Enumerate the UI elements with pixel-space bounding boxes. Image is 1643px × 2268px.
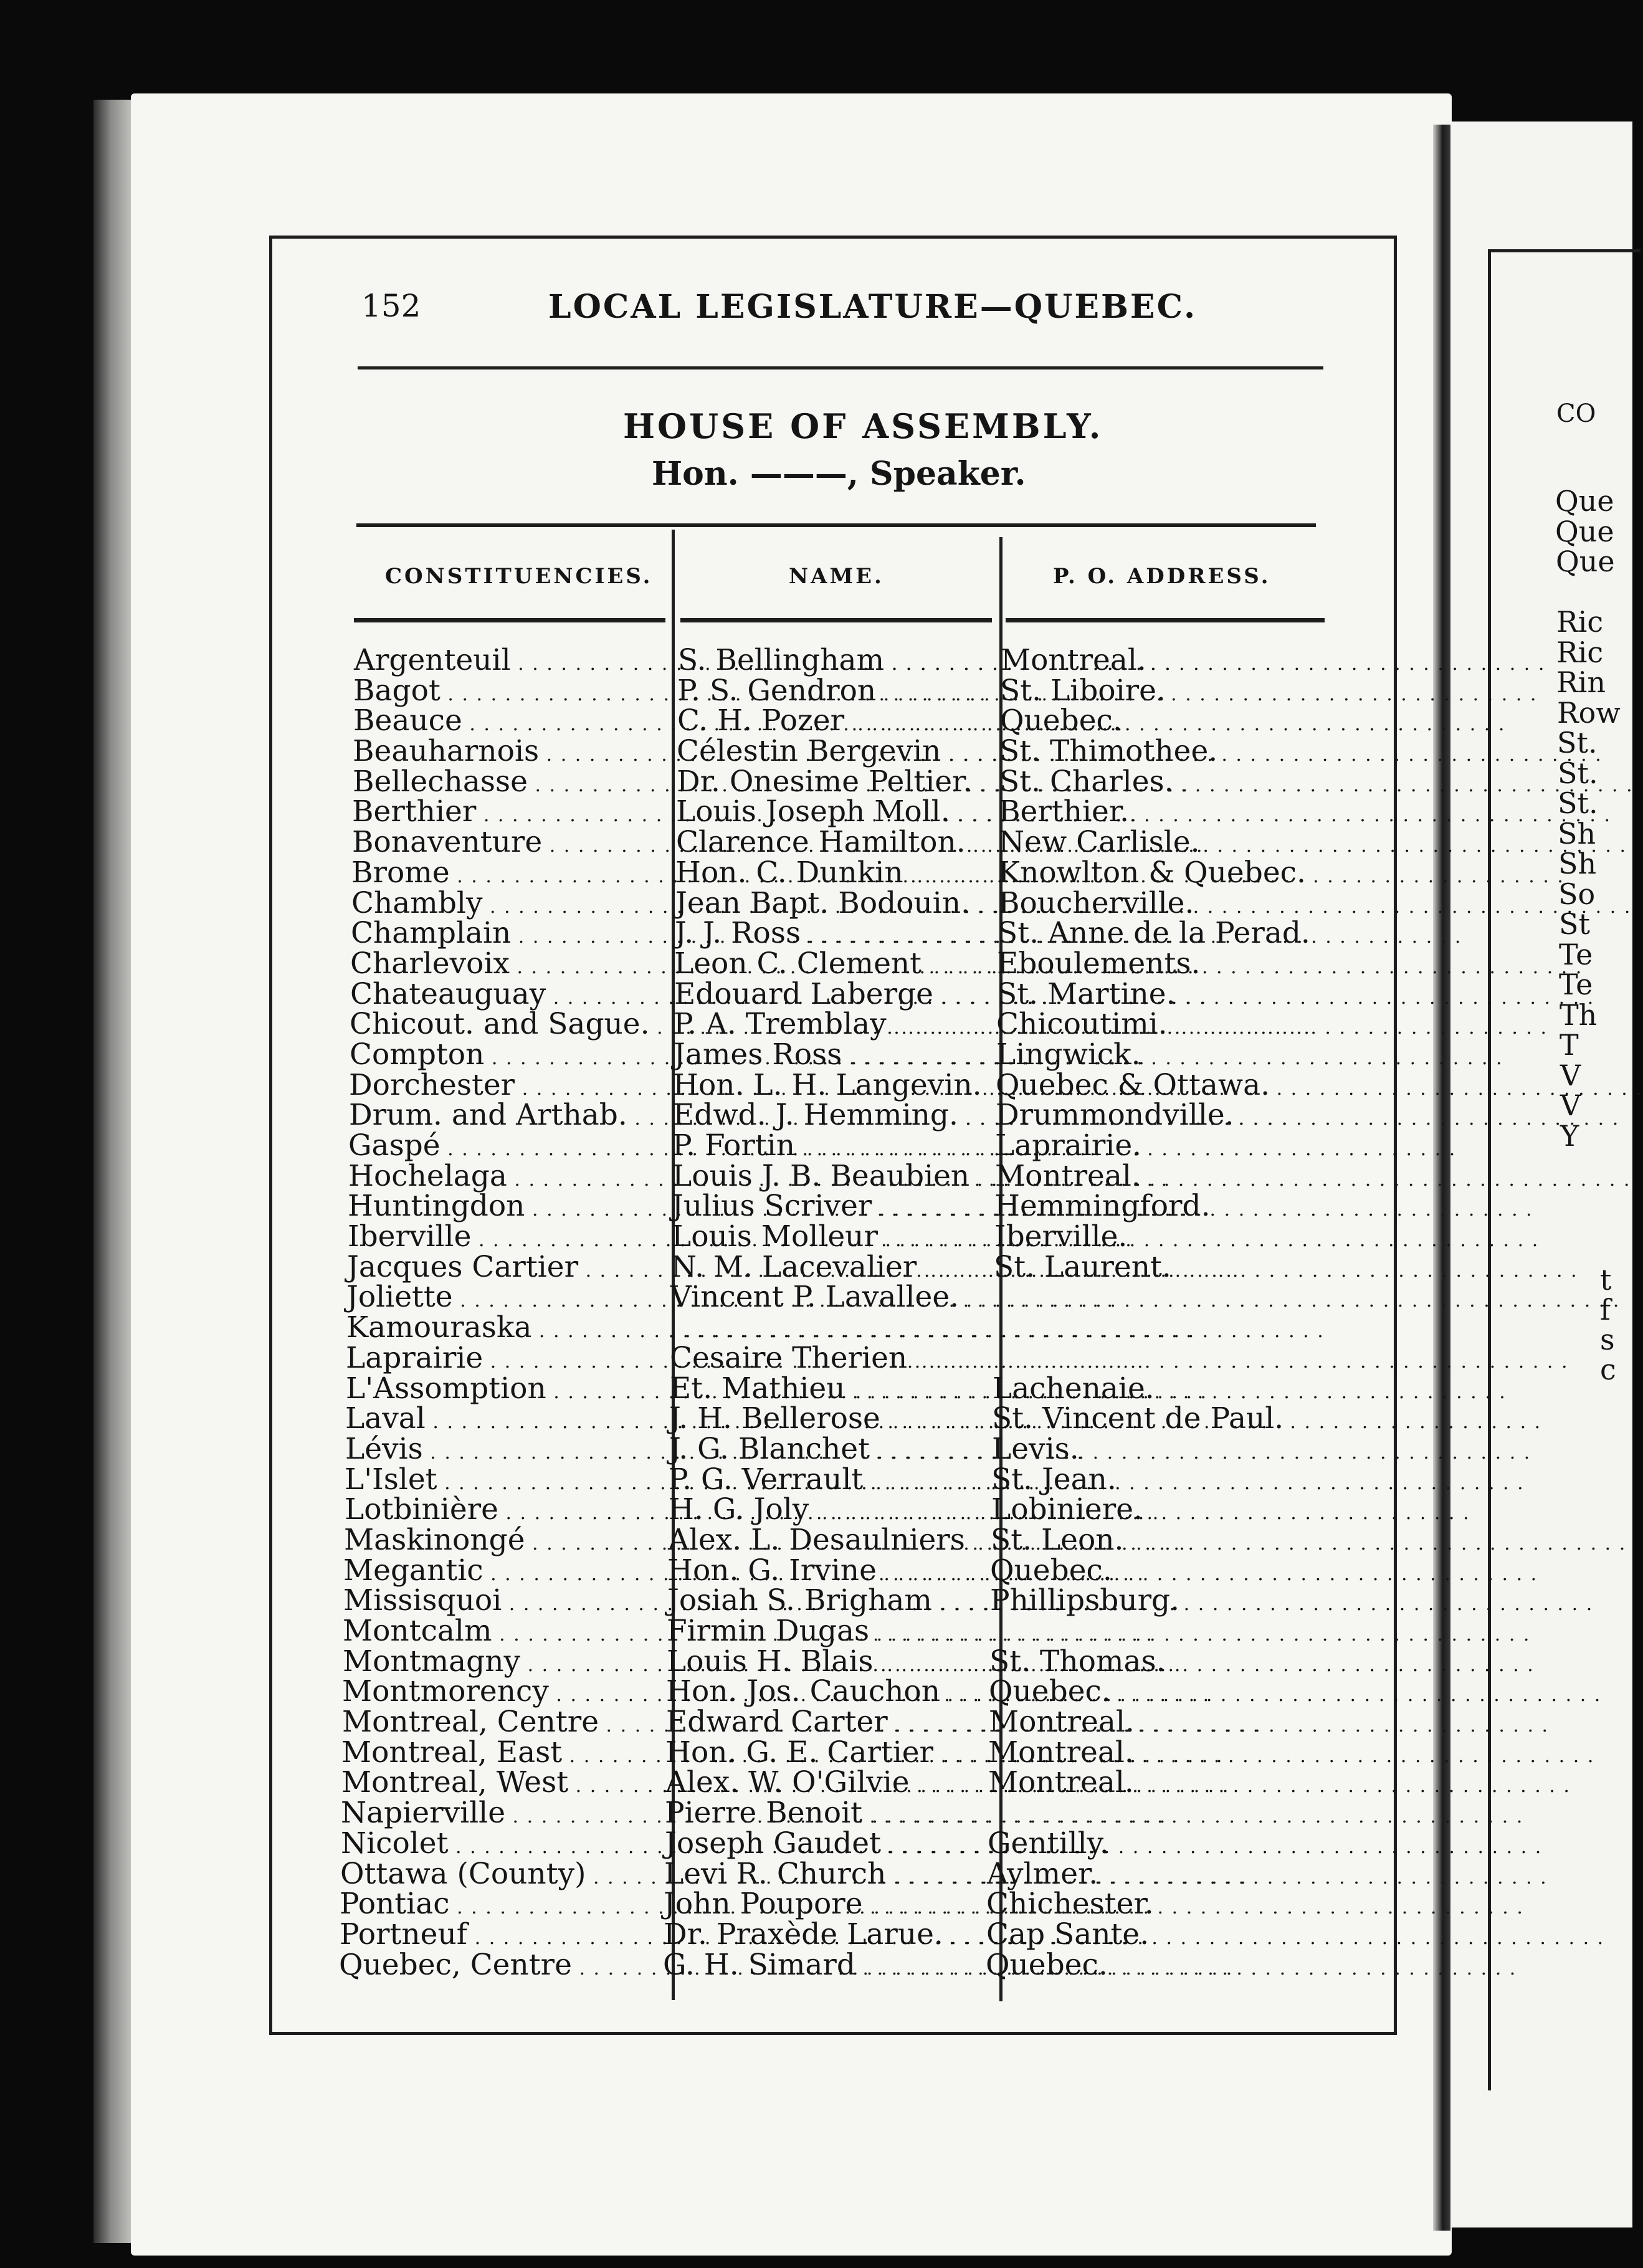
address-cell: St. Laurent. xyxy=(994,1249,1171,1284)
facing-side-letter: s xyxy=(1600,1323,1615,1356)
column-rule xyxy=(354,618,665,622)
constituency-cell: Jacques Cartier . . . xyxy=(347,1252,677,1286)
constituency-cell: Lotbinière . . . xyxy=(345,1495,675,1528)
table-row xyxy=(311,1798,1320,1829)
name-cell: Leon C. Clement . . . xyxy=(674,949,998,983)
constituency-cell: Montreal, Centre . . . xyxy=(342,1707,672,1741)
table-row xyxy=(318,1191,1327,1222)
address-cell: Montreal. xyxy=(1001,643,1146,677)
constituency-cell: Montreal, East . . . xyxy=(341,1738,672,1771)
constituency-cell: Huntingdon . . . xyxy=(348,1191,678,1225)
page-number: 152 xyxy=(361,288,421,324)
name-cell: Cesaire Therien . . . xyxy=(670,1343,994,1377)
address-cell: Levis. xyxy=(992,1431,1079,1466)
name-cell: Firmin Dugas . . . xyxy=(667,1616,991,1650)
constituency-cell: Ottawa (County) . . . xyxy=(340,1859,670,1893)
constituency-cell: Maskinongé . . . xyxy=(344,1525,674,1559)
address-cell: Gentilly. xyxy=(988,1826,1109,1861)
table-row xyxy=(315,1401,1325,1436)
address-cell: Aylmer. xyxy=(987,1856,1098,1891)
address-cell: St. Jean. xyxy=(991,1462,1117,1497)
members-table xyxy=(324,643,1333,1982)
facing-line: Sh xyxy=(1558,816,1596,850)
address-cell: Phillipsburg. xyxy=(990,1583,1180,1618)
name-cell: G. H. Simard . . . xyxy=(663,1950,987,1984)
name-cell: Alex. W. O'Gilvie . . . xyxy=(665,1768,989,1801)
table-row xyxy=(320,976,1330,1011)
table-row xyxy=(316,1371,1325,1406)
address-cell: Iberville. xyxy=(994,1219,1128,1254)
facing-side-letter: f xyxy=(1600,1293,1611,1327)
column-header-address: P. O. ADDRESS. xyxy=(1053,564,1271,589)
name-cell: Hon. L. H. Langevin. . . . xyxy=(673,1070,997,1104)
name-cell: J. H. Bellerose . . . xyxy=(669,1404,993,1437)
name-cell: J. J. Ross . . . xyxy=(675,918,999,952)
column-header-name: NAME. xyxy=(789,564,884,589)
facing-line: Sh xyxy=(1558,847,1597,880)
facing-side-letter: c xyxy=(1600,1353,1616,1386)
address-cell: Quebec. xyxy=(989,1674,1111,1709)
address-cell: Lingwick. xyxy=(996,1037,1141,1072)
facing-line: Te xyxy=(1559,937,1593,971)
address-cell: Cap Sante. xyxy=(986,1917,1150,1951)
column-header-constituencies: CONSTITUENCIES. xyxy=(385,564,653,589)
name-cell: Hon. Jos. Cauchon . . . xyxy=(666,1677,990,1710)
name-cell: N. M. Lacevalier . . . xyxy=(671,1252,995,1286)
header-rule xyxy=(358,366,1323,369)
constituency-cell: L'Islet . . . xyxy=(345,1465,675,1498)
name-cell: James Ross . . . xyxy=(674,1040,998,1074)
constituency-cell: Montmagny . . . xyxy=(343,1647,673,1680)
title-rule xyxy=(356,523,1316,527)
table-row xyxy=(312,1735,1321,1770)
name-cell: Hon. G. E. Cartier . . . xyxy=(665,1738,989,1771)
name-cell: Edward Carter . . . xyxy=(666,1707,990,1741)
address-cell: Chicoutimi. xyxy=(996,1007,1168,1042)
table-row xyxy=(309,1947,1318,1982)
constituency-cell: Montreal, West . . . xyxy=(341,1768,672,1801)
name-cell: Louis Molleur . . . xyxy=(672,1222,996,1256)
table-row xyxy=(315,1492,1324,1527)
table-row xyxy=(318,1128,1328,1163)
address-cell: St. Thimothee. xyxy=(999,734,1218,769)
constituency-cell: Joliette . . . xyxy=(346,1282,677,1316)
constituency-cell: Bagot . . . xyxy=(353,676,683,710)
name-cell: Josiah S. Brigham . . . xyxy=(667,1586,991,1619)
running-head: LOCAL LEGISLATURE—QUEBEC. xyxy=(548,288,1198,326)
facing-line: T xyxy=(1560,1028,1579,1062)
constituency-cell: Bonaventure . . . xyxy=(352,827,682,861)
facing-line: Te xyxy=(1559,968,1593,1001)
constituency-cell: Megantic . . . xyxy=(343,1556,674,1589)
address-cell: St. Thomas. xyxy=(989,1644,1166,1679)
name-cell: Dr. Praxède Larue. . . . xyxy=(664,1920,988,1953)
address-cell: Eboulements. xyxy=(997,946,1201,981)
address-cell: Quebec. xyxy=(1000,703,1122,738)
facing-line: St. xyxy=(1557,726,1598,760)
name-cell: H. G. Joly . . . xyxy=(669,1495,993,1528)
facing-line: Ric xyxy=(1556,635,1604,669)
name-cell: P. S. Gendron . . . xyxy=(677,676,1001,710)
constituency-cell: Chateauguay . . . xyxy=(350,979,680,1013)
table-row xyxy=(317,1282,1326,1313)
address-cell: Montreal. xyxy=(995,1158,1141,1193)
facing-side-letter: t xyxy=(1600,1263,1612,1297)
facing-line: Rin xyxy=(1556,665,1606,699)
constituency-cell: Drum. and Arthab. . . . xyxy=(349,1100,679,1134)
constituency-cell: Montmorency . . . xyxy=(342,1677,672,1710)
constituency-cell: Lévis . . . xyxy=(345,1434,675,1468)
facing-line: Ric xyxy=(1556,605,1604,639)
name-cell: Et. Mathieu . . . xyxy=(670,1374,994,1408)
name-cell: Pierre Benoit . . . xyxy=(665,1798,989,1832)
table-row xyxy=(317,1249,1326,1284)
constituency-cell: Missisquoi . . . xyxy=(343,1586,674,1619)
constituency-cell: Laprairie . . . xyxy=(346,1343,676,1377)
table-row xyxy=(313,1616,1322,1647)
name-cell: Hon. G. Irvine . . . xyxy=(667,1556,991,1589)
name-cell: Hon. C. Dunkin . . . xyxy=(675,858,999,892)
facing-line: V xyxy=(1560,1058,1581,1092)
table-row xyxy=(310,1856,1320,1891)
address-cell: St. Anne de la Perad. xyxy=(998,916,1310,951)
facing-heading-fragment: CO xyxy=(1556,399,1596,428)
table-row xyxy=(323,673,1333,708)
name-cell: C. H. Pozer . . . xyxy=(677,706,1001,740)
table-row xyxy=(316,1340,1325,1375)
facing-line: Que xyxy=(1556,545,1615,578)
facing-line: St. xyxy=(1558,756,1598,790)
table-row xyxy=(324,643,1333,677)
constituency-cell: Gaspé . . . xyxy=(348,1131,679,1165)
table-row xyxy=(320,1009,1329,1040)
address-cell: Lachenaie. xyxy=(993,1371,1155,1406)
constituency-cell: Bellechasse . . . xyxy=(353,767,683,801)
constituency-cell: L'Assomption . . . xyxy=(346,1374,676,1408)
address-cell: Lobiniere. xyxy=(991,1492,1143,1527)
name-cell: P. G. Verrault . . . xyxy=(669,1465,993,1498)
table-row xyxy=(319,1100,1328,1131)
address-cell: St. Martine. xyxy=(997,976,1176,1011)
table-row xyxy=(317,1310,1326,1345)
address-cell: Quebec & Ottawa. xyxy=(996,1067,1270,1102)
table-row xyxy=(313,1644,1322,1679)
name-cell: Joseph Gaudet . . . xyxy=(665,1829,989,1862)
constituency-cell: Quebec, Centre . . . xyxy=(339,1950,669,1984)
constituency-cell: Charlevoix . . . xyxy=(350,949,680,983)
facing-line: Row xyxy=(1557,695,1621,730)
facing-line: Que xyxy=(1555,514,1614,548)
address-cell: Montreal. xyxy=(989,1705,1135,1740)
table-row xyxy=(318,1158,1328,1193)
constituency-cell: Champlain . . . xyxy=(351,918,681,952)
name-cell: Louis J. B. Beaubien . . . xyxy=(672,1161,996,1195)
address-cell: Drummondville. xyxy=(996,1098,1234,1133)
name-cell: Célestin Bergevin . . . xyxy=(677,736,1001,770)
table-row xyxy=(321,918,1330,949)
name-cell: Clarence Hamilton. . . . xyxy=(676,827,1000,861)
constituency-cell: Argenteuil . . . xyxy=(354,646,684,679)
address-cell: Knowlton & Quebec. xyxy=(998,855,1306,890)
name-cell: P. A. Tremblay . . . xyxy=(674,1009,998,1043)
table-row xyxy=(315,1431,1325,1466)
constituency-cell: Pontiac . . . xyxy=(340,1889,670,1923)
facing-line: So xyxy=(1558,877,1596,911)
column-rule xyxy=(680,618,992,622)
table-row xyxy=(321,855,1331,890)
table-row xyxy=(313,1553,1323,1588)
address-cell: Hemmingford. xyxy=(994,1189,1211,1224)
facing-line: Y xyxy=(1560,1118,1579,1153)
constituency-cell: Berthier . . . xyxy=(352,797,682,831)
table-row xyxy=(322,794,1331,829)
constituency-cell: Kamouraska . . . xyxy=(346,1313,677,1346)
constituency-cell: Laval . . . xyxy=(345,1404,675,1437)
address-cell: Quebec. xyxy=(986,1947,1108,1982)
facing-line: Que xyxy=(1555,484,1614,518)
speaker-line: Hon. ———, Speaker. xyxy=(652,455,1026,493)
name-cell: Alex. L. Desaulniers . . . xyxy=(668,1525,992,1559)
address-cell: St. Vincent de Paul. xyxy=(992,1401,1284,1436)
table-row xyxy=(323,703,1333,738)
address-cell: St. Leon. xyxy=(991,1522,1124,1557)
constituency-cell: Beauharnois . . . xyxy=(353,736,683,770)
facing-line: St. xyxy=(1558,786,1598,820)
name-cell: Louis H. Blais . . . xyxy=(667,1647,991,1680)
constituency-cell: Beauce . . . xyxy=(353,706,683,740)
constituency-cell: Brome . . . xyxy=(351,858,682,892)
address-cell: Montreal. xyxy=(988,1765,1134,1800)
table-row xyxy=(322,827,1331,858)
table-row xyxy=(310,1917,1319,1951)
name-cell: Louis Joseph Moll. . . . xyxy=(676,797,1000,831)
table-row xyxy=(312,1707,1322,1738)
address-cell: New Carlisle. xyxy=(999,825,1200,860)
table-row xyxy=(312,1674,1322,1709)
table-row xyxy=(320,1037,1329,1072)
name-cell: Dr. Onesime Peltier. . . . xyxy=(677,767,1001,801)
name-cell: J. G. Blanchet . . . xyxy=(669,1434,993,1468)
section-title: HOUSE OF ASSEMBLY. xyxy=(623,406,1103,446)
name-cell: Edwd. J. Hemming. . . . xyxy=(673,1100,997,1134)
address-cell: Montreal. xyxy=(988,1735,1134,1770)
column-rule xyxy=(1006,618,1325,622)
constituency-cell: Portneuf . . . xyxy=(340,1920,670,1953)
address-cell: Berthier. xyxy=(999,794,1130,829)
constituency-cell: Chicout. and Sague. . . . xyxy=(350,1009,680,1043)
address-cell: St. Charles. xyxy=(999,764,1174,799)
table-row xyxy=(314,1522,1323,1557)
constituency-cell: Napierville . . . xyxy=(341,1798,671,1832)
facing-line: V xyxy=(1560,1089,1581,1122)
name-cell: Vincent P. Lavallee. . . . xyxy=(670,1282,994,1316)
address-cell: St. Liboire. xyxy=(1000,673,1166,708)
name-cell: S. Bellingham . . . xyxy=(678,646,1002,679)
constituency-cell: Compton . . . xyxy=(350,1040,680,1074)
name-cell: Jean Bapt. Bodouin. . . . xyxy=(675,889,999,922)
facing-line: Th xyxy=(1560,998,1598,1032)
constituency-cell: Montcalm . . . xyxy=(343,1616,673,1650)
name-cell: Julius Scriver . . . xyxy=(672,1191,996,1225)
table-row xyxy=(319,1067,1328,1102)
constituency-cell: Nicolet . . . xyxy=(341,1829,671,1862)
address-cell: Boucherville. xyxy=(998,885,1194,920)
table-row xyxy=(313,1583,1323,1618)
constituency-cell: Chambly . . . xyxy=(351,889,682,922)
address-cell: Quebec. xyxy=(990,1553,1112,1588)
table-row xyxy=(323,736,1332,767)
name-cell: P. Fortin . . . xyxy=(672,1131,996,1165)
table-row xyxy=(310,1889,1319,1920)
table-row xyxy=(318,1219,1327,1254)
table-row xyxy=(323,764,1332,799)
table-row xyxy=(321,885,1331,920)
constituency-cell: Iberville . . . xyxy=(348,1222,678,1256)
table-row xyxy=(320,946,1330,981)
address-cell: Chichester. xyxy=(986,1887,1154,1922)
address-cell: Laprairie. xyxy=(995,1128,1142,1163)
table-row xyxy=(312,1765,1321,1800)
name-cell: Levi R. Church . . . xyxy=(664,1859,988,1893)
name-cell: Edouard Laberge . . . xyxy=(674,979,998,1013)
name-cell: John Poupore . . . xyxy=(664,1889,988,1923)
facing-line: St xyxy=(1559,907,1590,941)
table-row xyxy=(311,1826,1320,1861)
table-row xyxy=(315,1462,1324,1497)
constituency-cell: Hochelaga . . . xyxy=(348,1161,679,1195)
constituency-cell: Dorchester . . . xyxy=(349,1070,679,1104)
